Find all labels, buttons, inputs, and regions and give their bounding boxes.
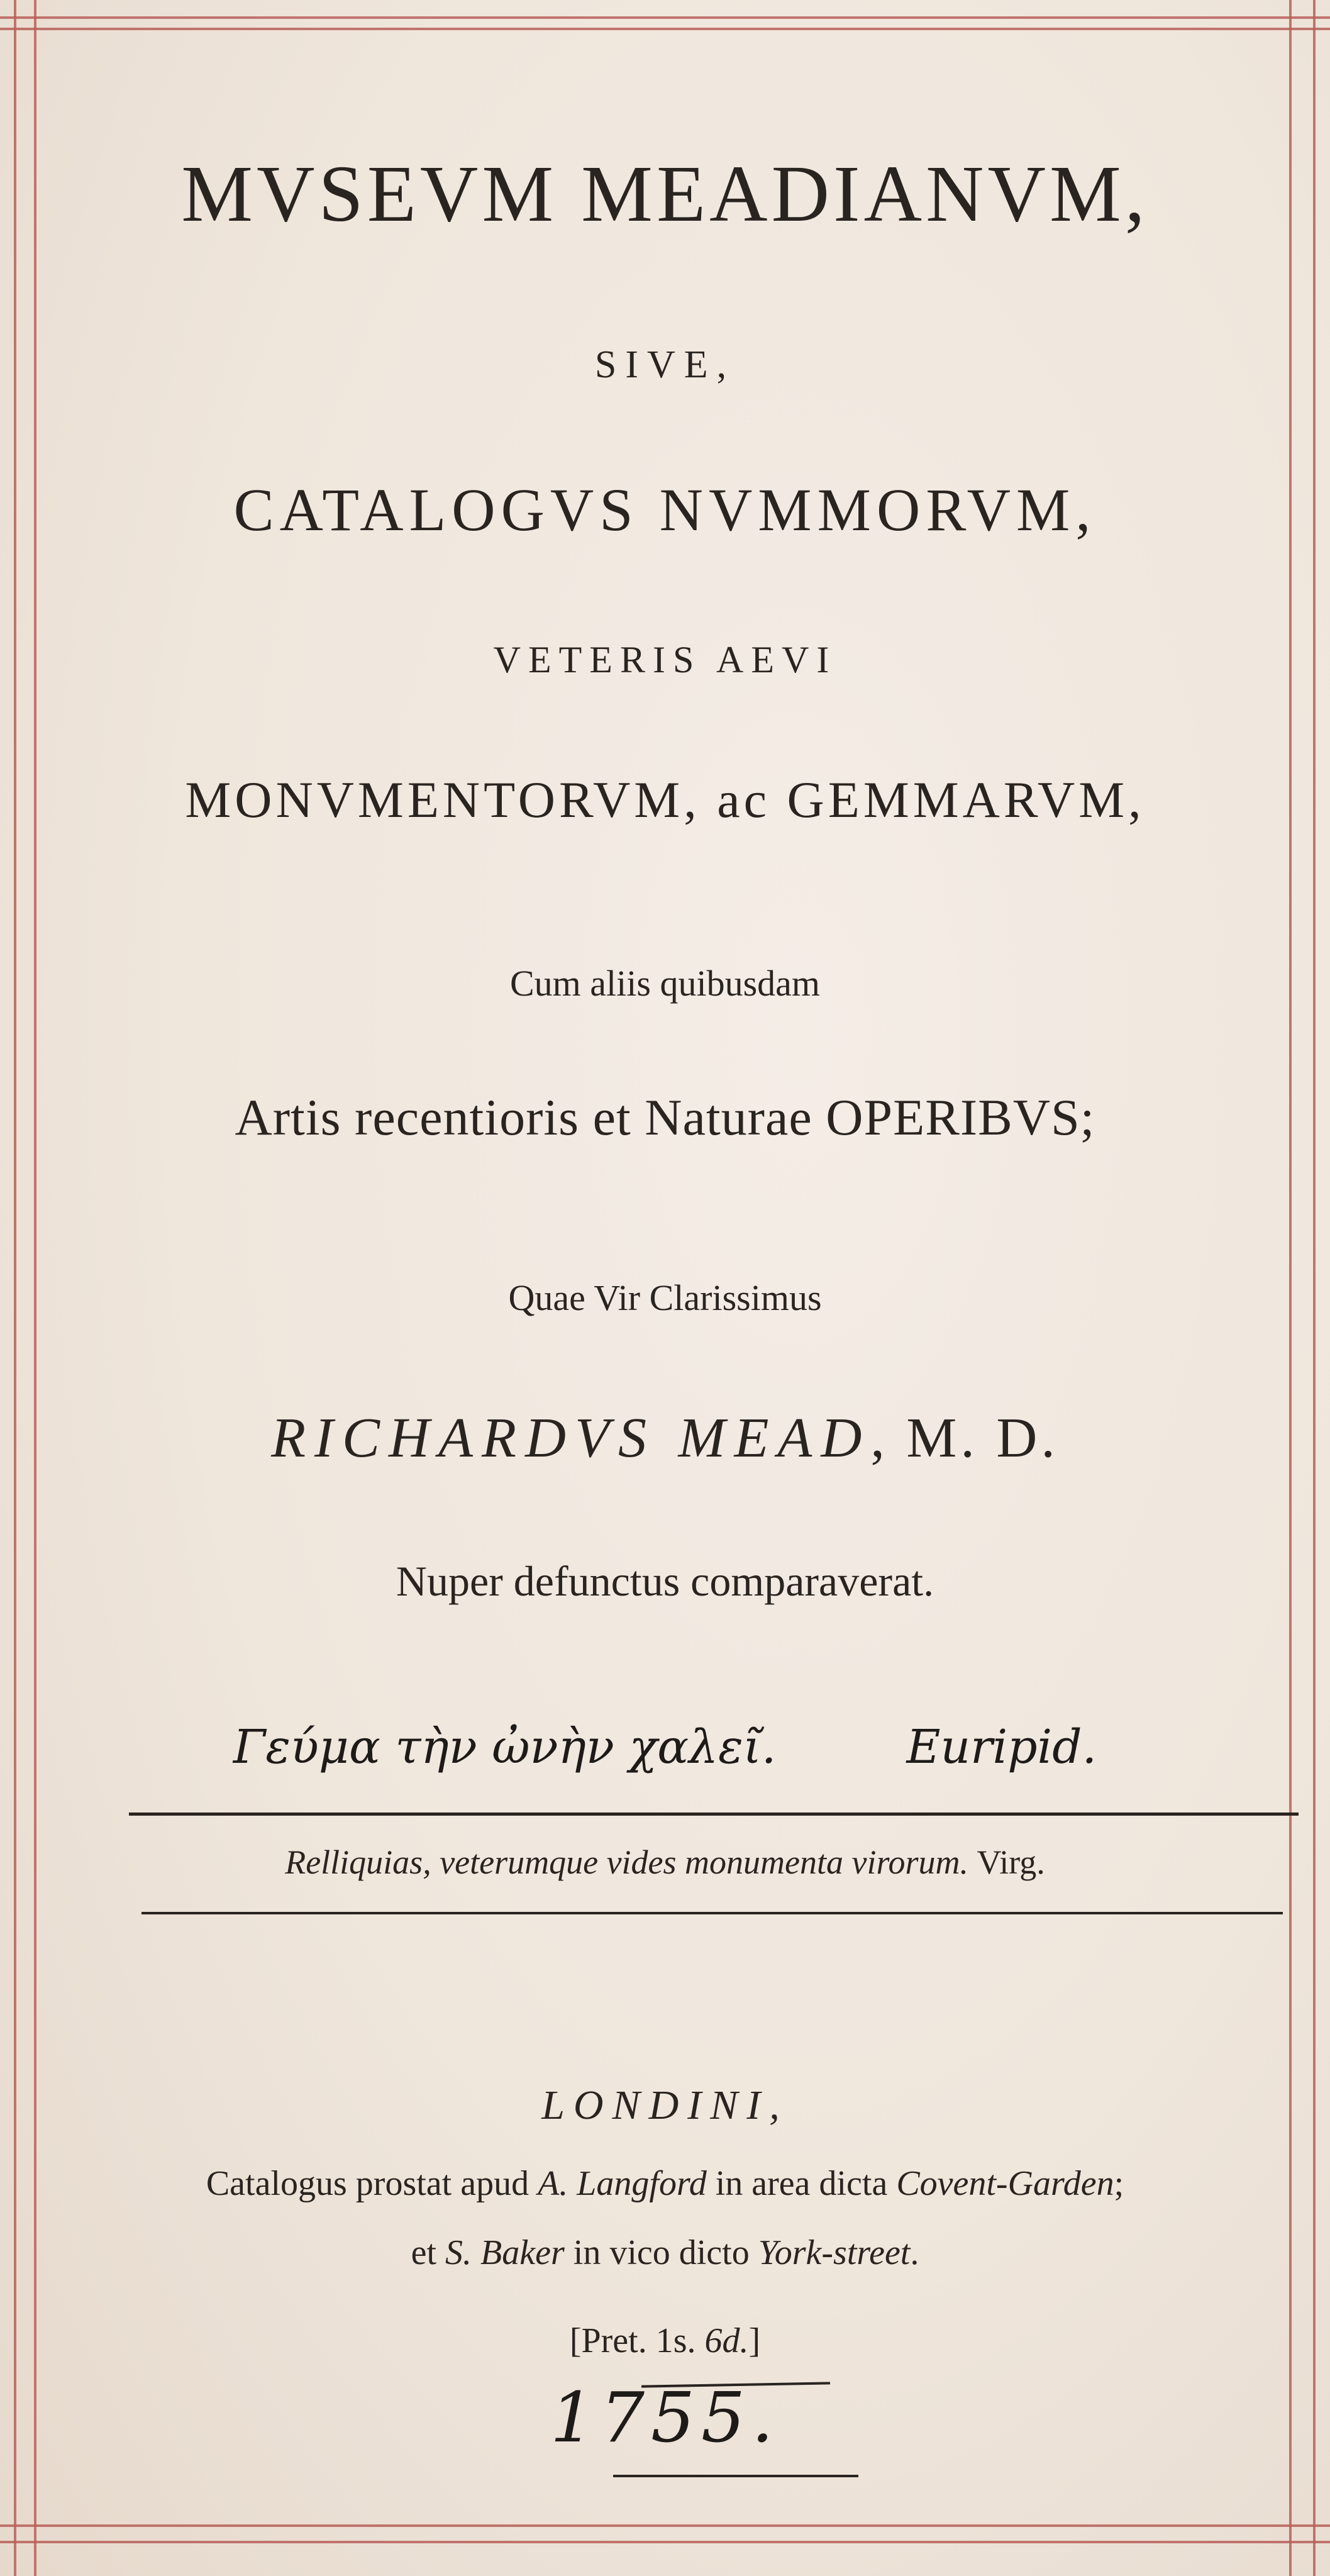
greek-quote-text: Γεύμα τὴν ὠνὴν χαλεῖ. xyxy=(233,1720,777,1774)
divider-rule-lower xyxy=(141,1912,1283,1914)
subtitle-nuper: Nuper defunctus comparaverat. xyxy=(396,1557,934,1605)
border-rule-bottom-outer xyxy=(0,2541,1330,2543)
publication-year: 1755. xyxy=(550,2377,780,2458)
author-degree: , M. D. xyxy=(870,1407,1059,1469)
printer-name-langford: A. Langford xyxy=(538,2164,707,2203)
place-york-street: York-street xyxy=(758,2233,911,2272)
greek-epigraph xyxy=(0,1720,1330,1774)
subtitle-monumentorum: MONVMENTORVM, ac GEMMARVM, xyxy=(185,771,1145,828)
price-line xyxy=(0,2321,1330,2361)
book-title: MVSEVM MEADIANVM, xyxy=(181,149,1149,238)
place-covent-garden: Covent-Garden xyxy=(896,2164,1114,2203)
imprint-text: ; xyxy=(1114,2164,1124,2203)
latin-quote-attribution: Virg. xyxy=(977,1843,1045,1881)
imprint-text: . xyxy=(910,2233,919,2272)
border-rule-top-inner xyxy=(0,28,1330,30)
imprint-text: in vico dicto xyxy=(564,2233,758,2272)
greek-quote-attribution: Euripid. xyxy=(906,1720,1097,1774)
printer-name-baker: S. Baker xyxy=(445,2233,565,2272)
imprint-line-1 xyxy=(0,2163,1330,2204)
price-text: [Pret. 1s. xyxy=(569,2321,705,2360)
imprint-text: in area dicta xyxy=(706,2164,897,2203)
subtitle-artis: Artis recentioris et Naturae OPERIBVS; xyxy=(235,1089,1095,1146)
border-rule-top-outer xyxy=(0,16,1330,19)
latin-epigraph xyxy=(0,1843,1330,1882)
price-amount: 6d. xyxy=(704,2321,749,2360)
author-line xyxy=(0,1406,1330,1470)
divider-rule-upper xyxy=(129,1813,1299,1816)
subtitle-veteris: VETERIS AEVI xyxy=(493,639,837,680)
imprint-line-2 xyxy=(0,2233,1330,2273)
imprint-city: LONDINI, xyxy=(541,2082,789,2128)
imprint-text: Catalogus prostat apud xyxy=(206,2164,538,2203)
year-underline xyxy=(613,2475,858,2477)
price-text: ] xyxy=(748,2321,761,2360)
subtitle-catalogus: CATALOGVS NVMMORVM, xyxy=(233,476,1097,543)
author-name: RICHARDVS MEAD xyxy=(271,1407,871,1469)
latin-quote-text: Relliquias, veterumque vides monumenta virorum. xyxy=(285,1843,968,1881)
subtitle-sive: SIVE, xyxy=(594,343,736,386)
subtitle-quae-vir: Quae Vir Clarissimus xyxy=(508,1277,822,1318)
border-rule-bottom-inner xyxy=(0,2524,1330,2527)
subtitle-cum-aliis: Cum aliis quibusdam xyxy=(510,963,820,1004)
imprint-text: et xyxy=(411,2233,446,2272)
